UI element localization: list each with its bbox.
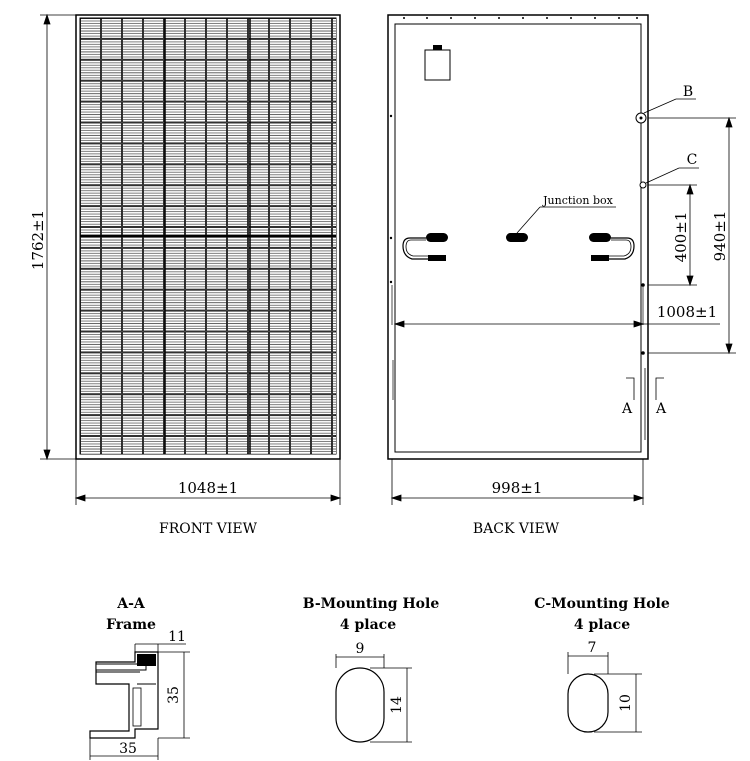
hole-b-leader (644, 99, 676, 113)
frame-lip (137, 654, 156, 666)
mounting-hole-c-lower (641, 283, 645, 287)
connector-left (428, 255, 446, 261)
dim-hole-b-height-label: 14 (389, 696, 405, 714)
mounting-hole-b-lower (641, 351, 645, 355)
back-view-caption: BACK VIEW (472, 521, 560, 537)
dim-frame-35-width-label: 35 (119, 741, 137, 757)
mounting-hole-b-center (640, 117, 643, 120)
section-mark-a-left: A (621, 401, 633, 417)
junction-box-left (426, 233, 448, 242)
dimension-940-label: 940±1 (711, 210, 729, 262)
hole-c-slot (568, 674, 608, 732)
hole-b-title: B-Mounting Hole (302, 596, 440, 612)
dim-frame-35-height-label: 35 (166, 686, 182, 704)
hole-c-detail (534, 596, 670, 732)
nameplate-box (425, 50, 450, 80)
front-height-label: 1762±1 (29, 209, 47, 271)
connector-right (591, 255, 609, 261)
section-aa-subtitle: Frame (106, 617, 156, 633)
cable-right-inner (609, 240, 631, 256)
dimension-400-label: 400±1 (672, 211, 690, 263)
nameplate-tab (433, 45, 442, 50)
front-view-caption: FRONT VIEW (158, 521, 258, 537)
hole-b-label: B (682, 84, 694, 100)
mounting-hole-c (640, 182, 646, 188)
cable-left-inner (406, 240, 428, 256)
dimension-1008 (395, 321, 720, 327)
dim-hole-b-width-label: 9 (355, 641, 365, 657)
junction-leader (517, 207, 540, 233)
back-view (388, 15, 736, 537)
dim-frame-11 (135, 644, 186, 652)
front-view (29, 15, 340, 537)
section-mark-a-right: A (655, 401, 667, 417)
front-width-label: 1048±1 (177, 479, 239, 497)
hole-c-leader (646, 168, 679, 183)
hole-b-detail (303, 596, 440, 742)
hole-c-label: C (686, 152, 698, 168)
junction-box-label: Junction box (543, 194, 613, 207)
hole-c-title: C-Mounting Hole (534, 596, 670, 612)
back-width-label: 998±1 (491, 479, 543, 497)
dimension-1008-label: 1008±1 (656, 303, 718, 321)
junction-box-right (589, 233, 611, 242)
junction-box-center (506, 233, 528, 242)
dim-frame-11-label: 11 (168, 629, 186, 645)
hole-b-slot (336, 668, 384, 742)
hole-c-subtitle: 4 place (573, 617, 631, 633)
section-aa-detail (90, 596, 190, 760)
dim-hole-c-width-label: 7 (587, 640, 597, 656)
hole-b-subtitle: 4 place (339, 617, 397, 633)
dim-hole-c-height-label: 10 (618, 694, 634, 712)
section-aa-title: A-A (117, 596, 145, 612)
